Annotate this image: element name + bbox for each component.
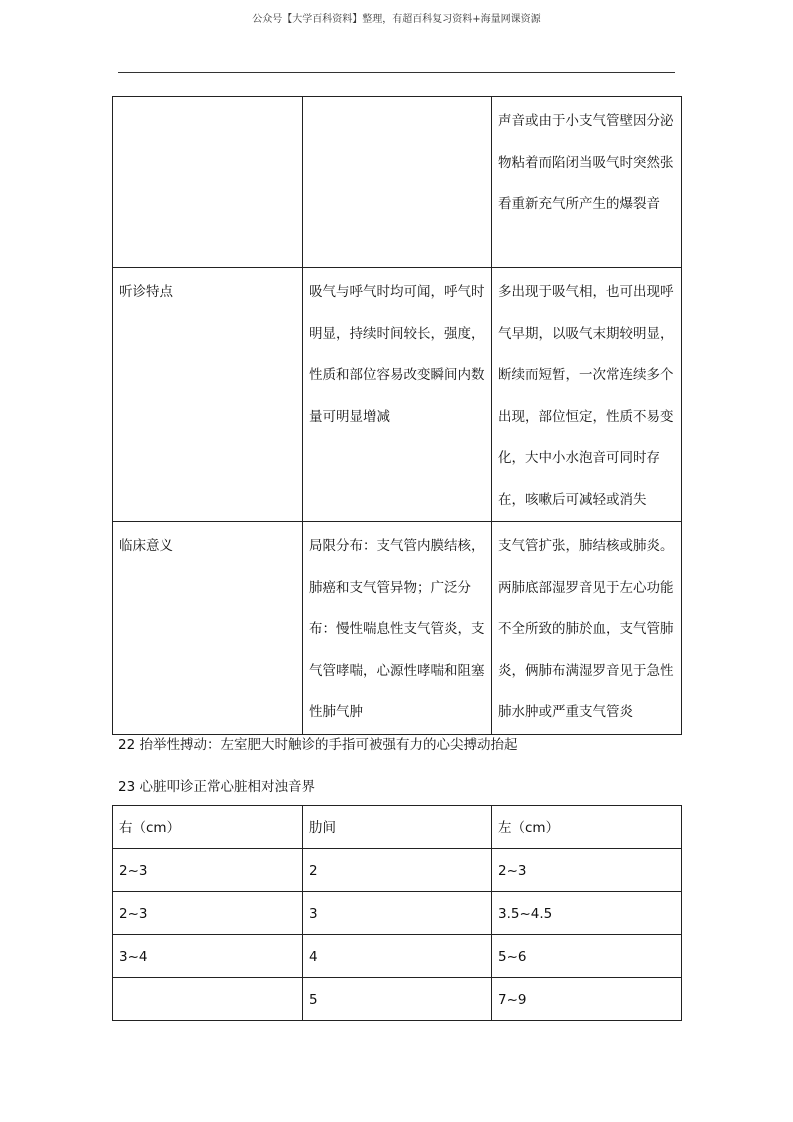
table-cell: 3~4 <box>113 935 303 978</box>
table-cell: 4 <box>303 935 492 978</box>
table-cell <box>303 97 492 268</box>
row-label-clinical: 临床意义 <box>113 522 303 735</box>
table-cell: 局限分布：支气管内膜结核，肺癌和支气管异物；广泛分布：慢性喘息性支气管炎，支气管哮喘，心源性哮喘和阻塞性肺气肿 <box>303 522 492 735</box>
table-cell: 声音或由于小支气管壁因分泌物粘着而陷闭当吸气时突然张看重新充气所产生的爆裂音 <box>492 97 682 268</box>
table-row <box>113 892 682 935</box>
table-cell: 7~9 <box>492 978 682 1021</box>
table-row <box>113 849 682 892</box>
table-row <box>113 97 682 268</box>
table-cell: 2~3 <box>113 849 303 892</box>
item-23-heading: 23 心脏叩诊正常心脏相对浊音界 <box>118 779 315 795</box>
table-cell: 吸气与呼气时均可闻，呼气时明显，持续时间较长，强度，性质和部位容易改变瞬间内数量可明显增减 <box>303 268 492 522</box>
table-row <box>113 522 682 735</box>
table-cell <box>113 978 303 1021</box>
table-row <box>113 978 682 1021</box>
table-cell: 5 <box>303 978 492 1021</box>
table-cell: 3.5~4.5 <box>492 892 682 935</box>
header-intercostal: 肋间 <box>303 806 492 849</box>
table-cell: 3 <box>303 892 492 935</box>
header-right-cm: 右（cm） <box>113 806 303 849</box>
item-22-text: 22 抬举性搏动：左室肥大时触诊的手指可被强有力的心尖搏动抬起 <box>118 737 518 753</box>
header-rule <box>118 72 675 73</box>
table-cell: 2~3 <box>113 892 303 935</box>
table-row <box>113 935 682 978</box>
header-left-cm: 左（cm） <box>492 806 682 849</box>
table-cell: 支气管扩张，肺结核或肺炎。两肺底部湿罗音见于左心功能不全所致的肺於血，支气管肺炎，俩肺布满湿罗音见于急性肺水肿或严重支气管炎 <box>492 522 682 735</box>
table-cell: 2~3 <box>492 849 682 892</box>
cardiac-dullness-table <box>112 805 682 1021</box>
table-cell: 2 <box>303 849 492 892</box>
page-header: 公众号【大学百科资料】整理，有超百科复习资料+海量网课资源 <box>252 14 541 25</box>
auscultation-table <box>112 96 682 735</box>
table-cell: 5~6 <box>492 935 682 978</box>
table-cell: 多出现于吸气相，也可出现呼气早期，以吸气末期较明显，断续而短暂，一次常连续多个出现，部位恒定，性质不易变化，大中小水泡音可同时存在，咳嗽后可减轻或消失 <box>492 268 682 522</box>
row-label-auscultation: 听诊特点 <box>113 268 303 522</box>
table-row <box>113 268 682 522</box>
table-cell <box>113 97 303 268</box>
table-header-row <box>113 806 682 849</box>
